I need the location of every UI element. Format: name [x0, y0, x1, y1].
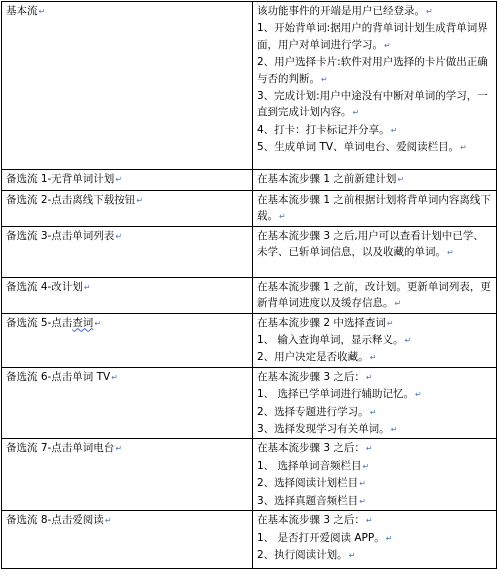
alternate-flow-desc-cell [253, 511, 497, 569]
basic-flow-line: 2、用户选择卡片:软件对用户选择的卡片做出正确与否的判断。↵ [257, 56, 488, 85]
paragraph-mark-icon: ↵ [362, 461, 370, 471]
alternate-flow-line: 在基本流步骤 2 中选择查词↵ [257, 316, 394, 329]
basic-flow-desc-cell [253, 2, 497, 170]
basic-flow-name-cell [2, 2, 253, 170]
alternate-flow-name-emphasis: 查词 [72, 316, 94, 329]
paragraph-mark-icon: ↵ [415, 390, 422, 400]
paragraph-mark-icon: ↵ [115, 175, 123, 184]
alternate-flow-name: 备选流 1-无背单词计划 [6, 173, 115, 185]
alternate-flow-line: 在基本流步骤 1 之前，改计划。更新单词列表，更新背单词进度以及缓存信息。↵ [257, 280, 491, 310]
paragraph-mark-icon: ↵ [321, 74, 328, 84]
basic-flow-line: 4、打卡：打卡标记并分享。↵ [257, 123, 398, 136]
alternate-flow-line: 在基本流步骤 3 之后：↵ [257, 442, 373, 455]
alternate-flow-line: 2、选择专题进行学习。↵ [257, 405, 377, 418]
alternate-flow-name-cell [2, 226, 253, 277]
alternate-flow-desc-cell [253, 439, 497, 511]
alternate-flow-line: 1、 输入查询单词，显示释义。↵ [257, 334, 412, 347]
alternate-flow-row [2, 511, 497, 569]
alternate-flow-row [2, 191, 497, 227]
alternate-flow-line: 3、选择发现学习有关单词。↵ [257, 423, 398, 436]
alternate-flow-row [2, 226, 497, 277]
alternate-flow-name: 备选流 3-点击单词列表 [6, 229, 115, 242]
alternate-flow-name-cell [2, 367, 253, 439]
paragraph-mark-icon: ↵ [83, 282, 91, 292]
paragraph-mark-icon: ↵ [397, 175, 405, 184]
paragraph-mark-icon: ↵ [369, 407, 377, 417]
paragraph-mark-icon: ↵ [394, 299, 402, 309]
paragraph-mark-icon: ↵ [348, 550, 356, 560]
alternate-flow-line: 2、选择阅读计划栏目↵ [257, 477, 366, 490]
alternate-flow-line: 1、 选择已学单词进行辅助记忆。↵ [257, 388, 422, 401]
basic-flow-line: 1、开始背单词:据用户的背单词计划生成背单词界面，用户对单词进行学习。↵ [257, 22, 488, 51]
basic-flow-name: 基本流 [6, 5, 38, 17]
alternate-flow-desc-cell [253, 277, 497, 313]
alternate-flow-line: 在基本流步骤 3 之后：↵ [257, 514, 373, 527]
paragraph-mark-icon: ↵ [111, 372, 118, 382]
paragraph-mark-icon: ↵ [386, 318, 394, 328]
alternate-flow-name: 备选流 2-点击离线下载按钮 [6, 194, 136, 206]
alternate-flow-line: 2、用户决定是否收藏。↵ [257, 351, 377, 364]
alternate-flow-desc-cell [253, 170, 497, 191]
alternate-flow-name: 备选流 6-点击单词 TV [6, 370, 111, 383]
paragraph-mark-icon: ↵ [38, 7, 46, 16]
alternate-flow-desc-cell [253, 226, 497, 277]
paragraph-mark-icon: ↵ [365, 372, 373, 382]
alternate-flow-row [2, 313, 497, 367]
alternate-flow-row [2, 367, 497, 439]
alternate-flow-line: 在基本流步骤 1 之前根据计划将背单词内容离线下载。↵ [257, 194, 491, 223]
basic-flow-line: 5、生成单词 TV、单词电台、爱阅读栏目。↵ [257, 141, 467, 154]
alternate-flow-line: 在基本流步骤 1 之前新建计划↵ [257, 173, 405, 185]
alternate-flow-desc-cell [253, 313, 497, 367]
alternate-flow-name-cell [2, 191, 253, 227]
alternate-flow-line: 在基本流步骤 3 之后：↵ [257, 370, 373, 383]
alternate-flow-line: 在基本流步骤 3 之后,用户可以查看计划中已学、未学、已斩单词信息，以及收藏的单词。↵ [257, 229, 484, 259]
paragraph-mark-icon: ↵ [365, 516, 373, 526]
basic-flow-line: 该功能事件的开端是用户已经登录。↵ [257, 5, 433, 17]
alternate-flow-row [2, 170, 497, 191]
paragraph-mark-icon: ↵ [369, 353, 377, 363]
paragraph-mark-icon: ↵ [359, 479, 366, 489]
paragraph-mark-icon: ↵ [352, 108, 360, 118]
paragraph-mark-icon: ↵ [426, 7, 433, 16]
paragraph-mark-icon: ↵ [279, 212, 286, 222]
alternate-flow-row [2, 277, 497, 313]
paragraph-mark-icon: ↵ [136, 196, 144, 205]
alternate-flow-name-cell [2, 313, 253, 367]
alternate-flow-name: 备选流 7-点击单词电台 [6, 442, 115, 455]
alternate-flow-desc-cell [253, 191, 497, 227]
paragraph-mark-icon: ↵ [384, 40, 391, 50]
alternate-flow-name-cell [2, 511, 253, 569]
paragraph-mark-icon: ↵ [365, 444, 373, 454]
alternate-flow-name: 备选流 8-点击爱阅读 [6, 514, 104, 527]
basic-flow-line: 3、完成计划:用户中途没有中断对单词的学习，一直到完成计划内容。↵ [257, 90, 488, 119]
paragraph-mark-icon: ↵ [359, 496, 366, 506]
alternate-flow-name-cell [2, 170, 253, 191]
paragraph-mark-icon: ↵ [390, 425, 398, 435]
alternate-flow-row [2, 439, 497, 511]
paragraph-mark-icon: ↵ [115, 231, 123, 241]
paragraph-mark-icon: ↵ [115, 444, 123, 454]
paragraph-mark-icon: ↵ [385, 533, 393, 543]
alternate-flow-line: 2、执行阅读计划。↵ [257, 548, 356, 561]
alternate-flow-name-cell [2, 439, 253, 511]
paragraph-mark-icon: ↵ [390, 125, 398, 135]
paragraph-mark-icon: ↵ [404, 336, 412, 346]
alternate-flow-name: 备选流 5-点击 [6, 316, 73, 329]
alternate-flow-line: 3、选择真题音频栏目↵ [257, 494, 366, 507]
paragraph-mark-icon: ↵ [447, 248, 454, 258]
paragraph-mark-icon: ↵ [460, 143, 467, 153]
paragraph-mark-icon: ↵ [94, 318, 102, 328]
flow-table-body [2, 2, 497, 569]
paragraph-mark-icon: ↵ [104, 516, 112, 526]
alternate-flow-line: 1、 是否打开爱阅读 APP。↵ [257, 531, 393, 544]
alternate-flow-name-cell [2, 277, 253, 313]
alternate-flow-line: 1、 选择单词音频栏目↵ [257, 459, 370, 472]
flow-table [1, 1, 497, 569]
alternate-flow-desc-cell [253, 367, 497, 439]
basic-flow-row [2, 2, 497, 170]
alternate-flow-name: 备选流 4-改计划 [6, 280, 83, 293]
